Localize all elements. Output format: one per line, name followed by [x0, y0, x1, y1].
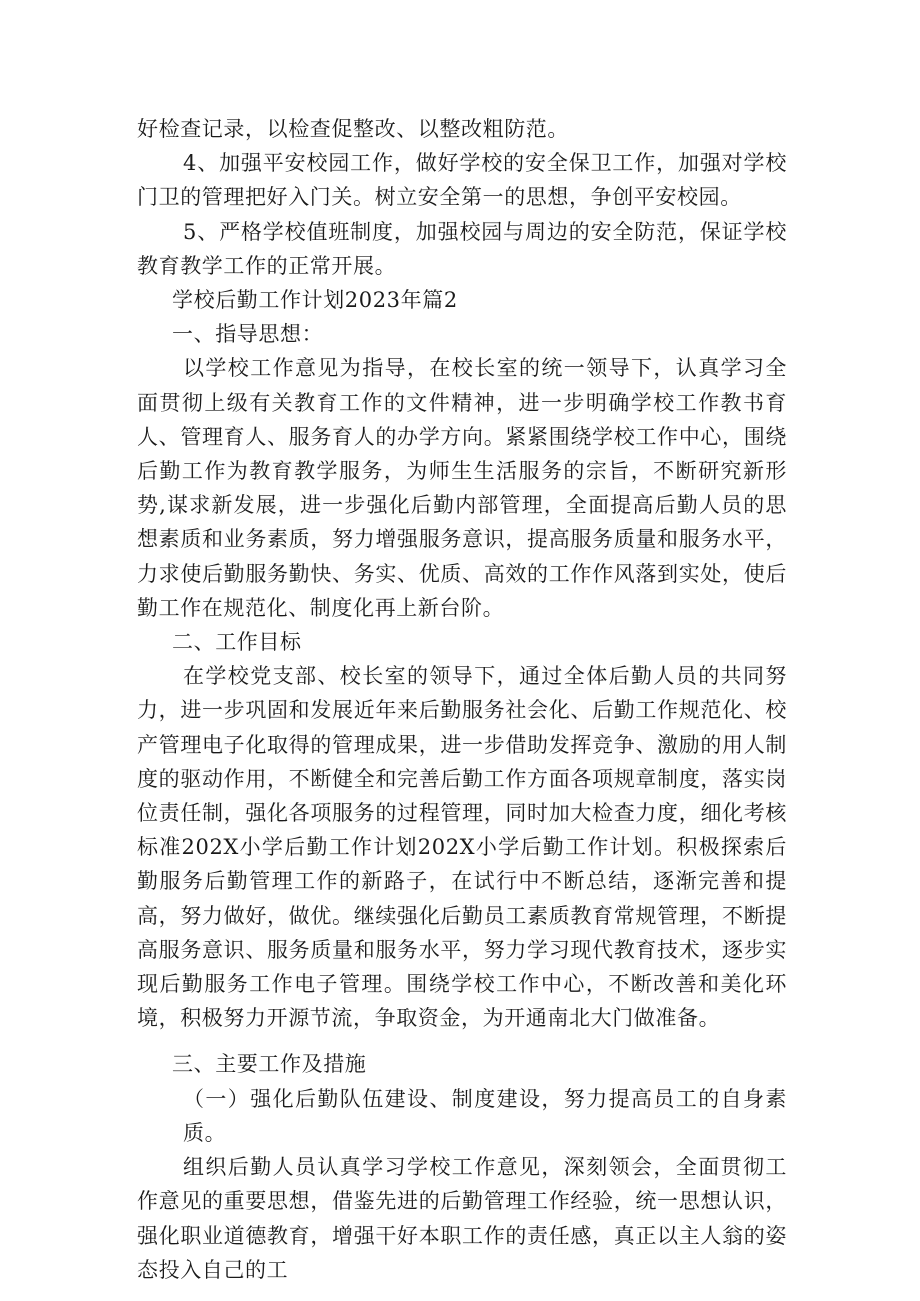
- heading-main-work: 三、主要工作及措施: [172, 1052, 367, 1077]
- document-body: [137, 112, 787, 1287]
- section-title: 学校后勤工作计划2023年篇2: [172, 288, 458, 313]
- paragraph-continuation: 好检查记录，以检查促整改、以整改粗防范。: [137, 117, 569, 141]
- paragraph-work-goals: 在学校党支部、校长室的领导下，通过全体后勤人员的共同努力，进一步巩固和发展近年来后勤服务社会化、后勤工作规范化、校产管理电子化取得的管理成果，进一步借助发挥竞争、激励的用人制度的驱动作用，不断健全和完善后勤工作方面各项规章制度，落实岗位责任制，强化各项服务的过程管理，同时加大检查力度，细化考核标准202X小学后勤工作计划202X小学后勤工作计划。积极探索后勤服务后勤管理工作的新路子，在试行中不断总结，逐渐完善和提高，努力做好，做优。继续强化后勤员工素质教育常规管理，不断提高服务意识、服务质量和服务水平，努力学习现代教育技术，逐步实现后勤服务工作电子管理。围绕学校工作中心，不断改善和美化环境，积极努力开源节流，争取资金，为开通南北大门做准备。: [137, 664, 787, 1031]
- paragraph-item-4: 4、加强平安校园工作，做好学校的安全保卫工作，加强对学校门卫的管理把好入门关。树立安全第一的思想，争创平安校园。: [137, 151, 787, 210]
- paragraph-team-building: 组织后勤人员认真学习学校工作意见，深刻领会，全面贯彻工作意见的重要思想，借鉴先进的后勤管理工作经验，统一思想认识，强化职业道德教育，增强干好本职工作的责任感，真正以主人翁的姿态投入自己的工: [137, 1155, 787, 1282]
- paragraph-guiding-thought: 以学校工作意见为指导，在校长室的统一领导下，认真学习全面贯彻上级有关教育工作的文件精神，进一步明确学校工作教书育人、管理育人、服务育人的办学方向。紧紧围绕学校工作中心，围绕后勤工作为教育教学服务，为师生生活服务的宗旨，不断研究新形势,谋求新发展，进一步强化后勤内部管理，全面提高后勤人员的思想素质和业务素质，努力增强服务意识，提高服务质量和服务水平，力求使后勤服务勤快、务实、优质、高效的工作作风落到实处，使后勤工作在规范化、制度化再上新台阶。: [137, 356, 787, 620]
- heading-guiding-thought: 一、指导思想：: [172, 322, 324, 347]
- heading-work-goals: 二、工作目标: [172, 630, 302, 655]
- subheading-team-building: （一）强化后勤队伍建设、制度建设，努力提高员工的自身素质。: [183, 1086, 787, 1145]
- paragraph-spacer: [137, 1035, 787, 1047]
- paragraph-item-5: 5、严格学校值班制度，加强校园与周边的安全防范，保证学校教育教学工作的正常开展。: [137, 219, 787, 278]
